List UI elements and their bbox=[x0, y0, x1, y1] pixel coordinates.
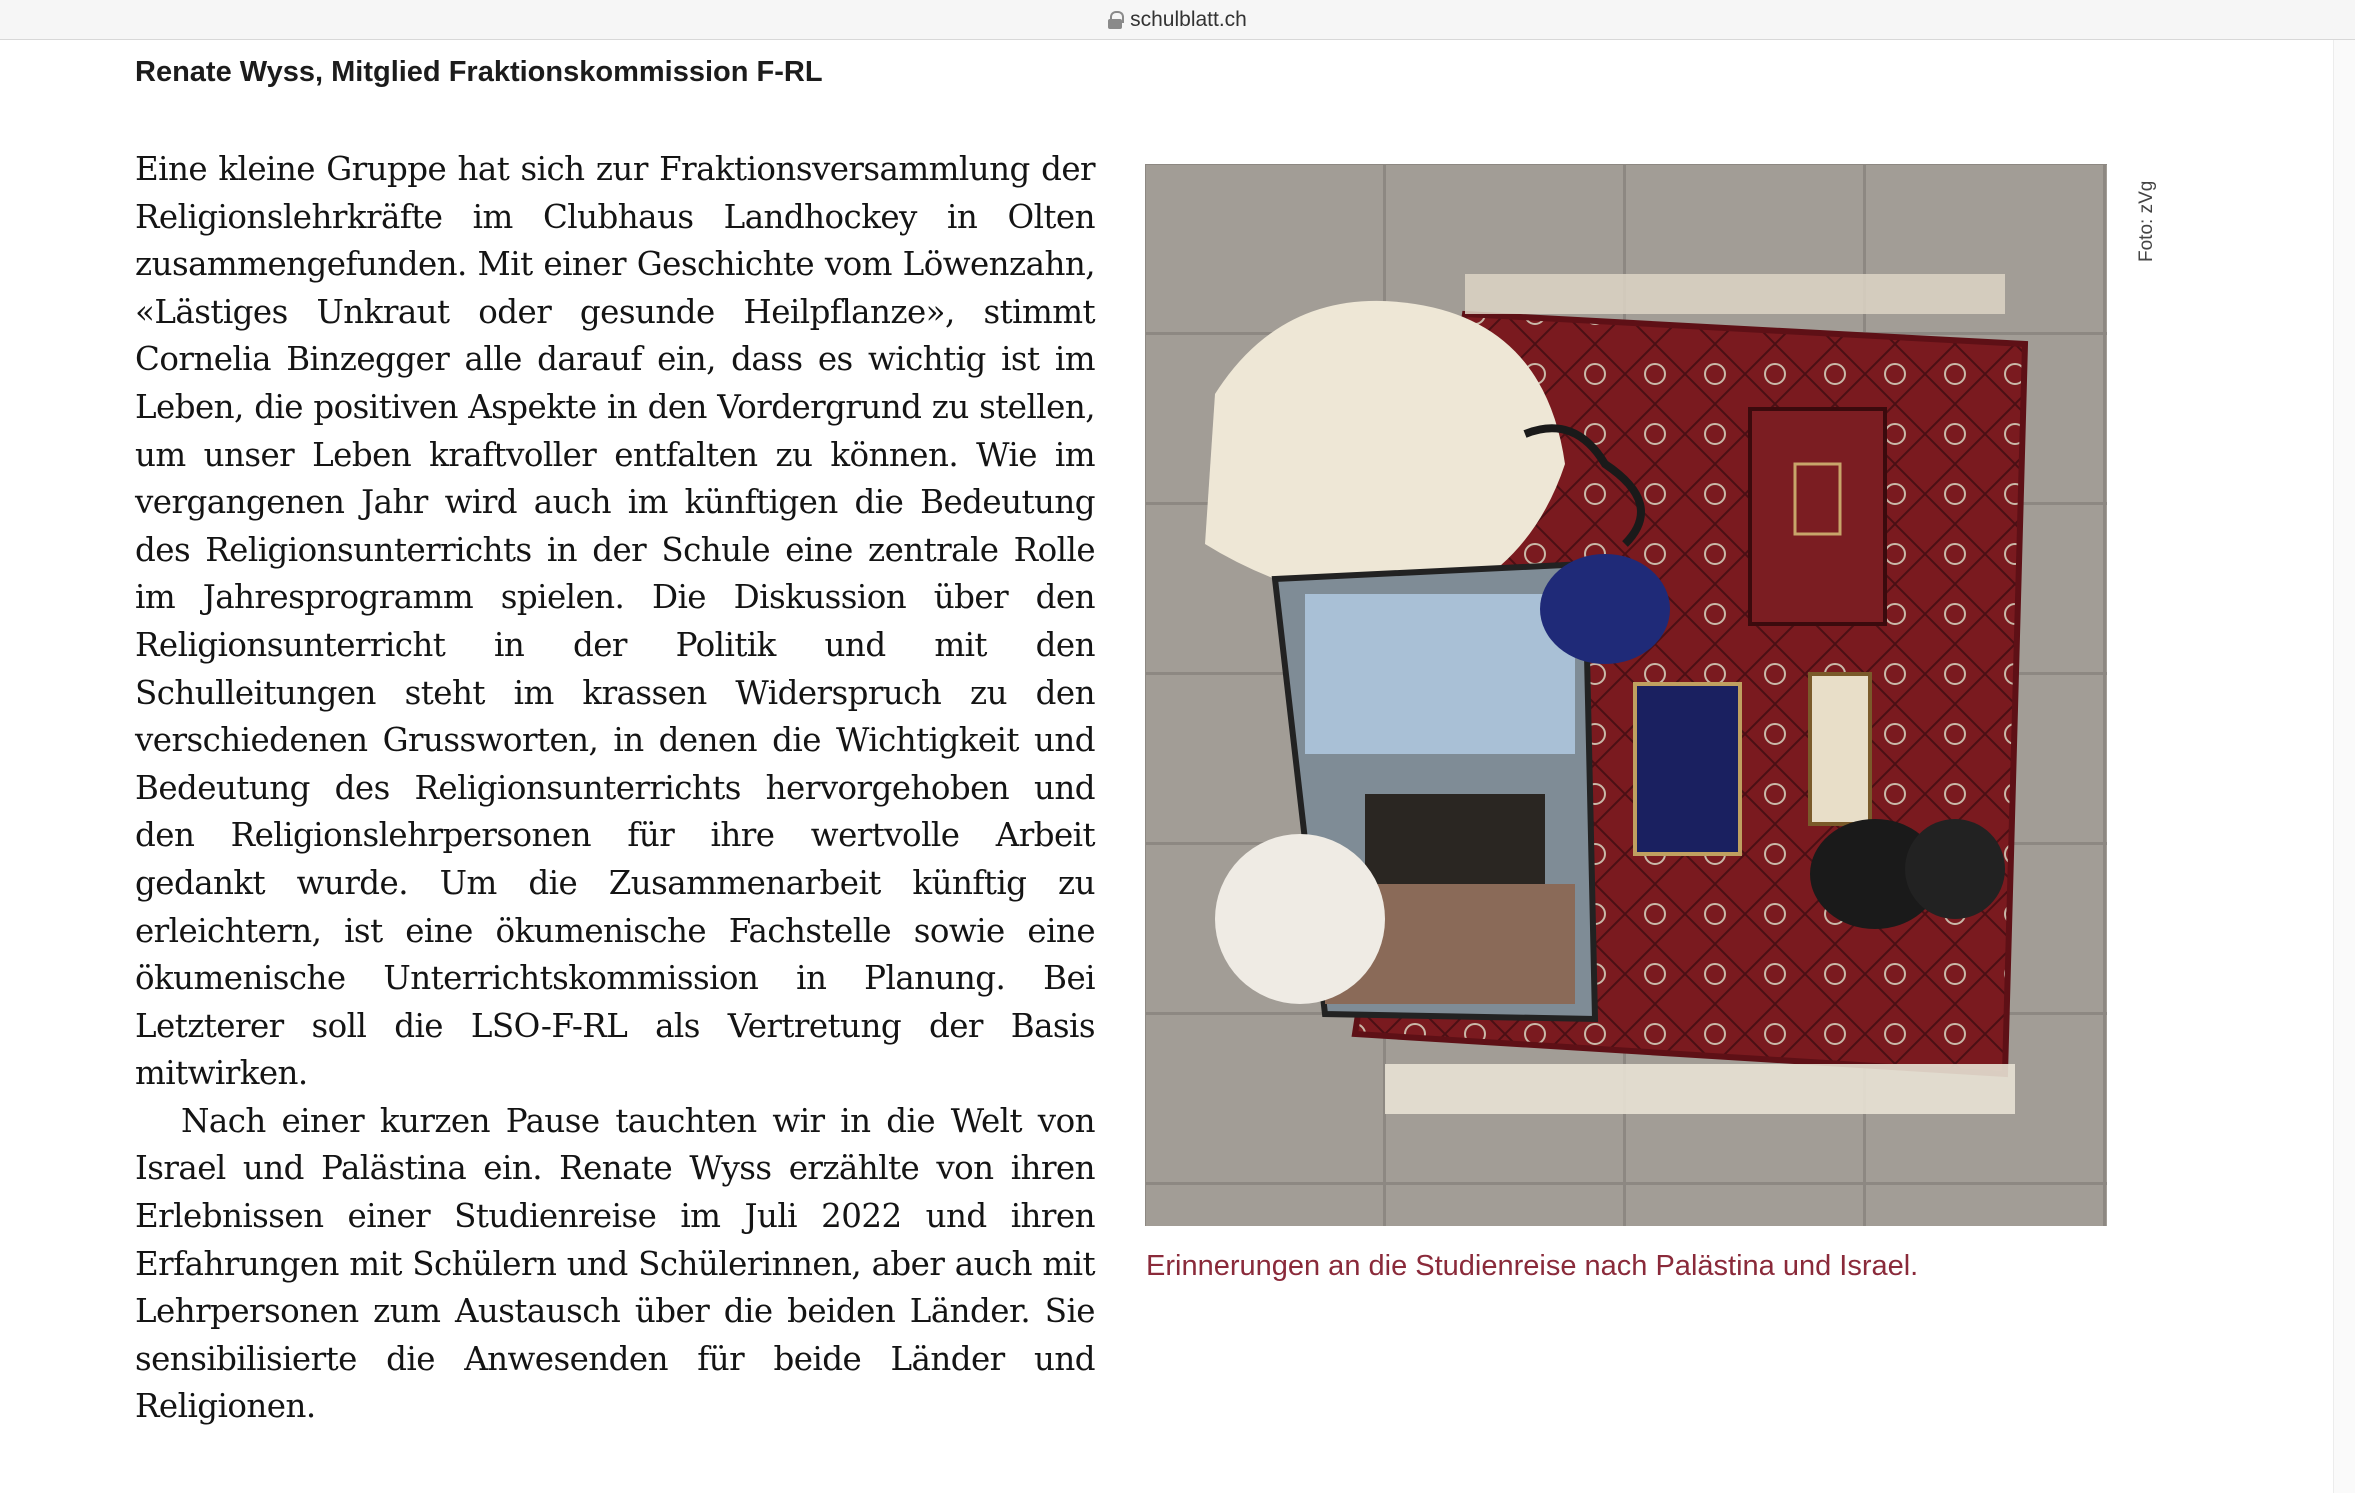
url-display[interactable] bbox=[1108, 8, 1247, 32]
browser-address-bar[interactable] bbox=[0, 0, 2355, 40]
article-paragraph: Eine kleine Gruppe hat sich zur Fraktionsversammlung der Religionslehrkräfte im Clubhaus Landhockey in Olten zusammengefunden. Mit einer Geschichte vom Löwenzahn, «Lästiges Unkraut oder gesunde Heilpflanze», stimmt Cornelia Binzegger alle darauf ein, dass es wichtig ist im Leben, die positiven Aspekte in den Vordergrund zu stellen, um unser Leben kraftvoller entfalten zu können. Wie im vergangenen Jahr wird auch im künftigen die Bedeutung des Religionsunterrichts in der Schule eine zentrale Rolle im Jahresprogramm spielen. Die Diskussion über den Religionsunterricht in der Politik und mit den Schulleitungen steht im krassen Widerspruch zu den verschiedenen Grussworten, in denen die Wichtigkeit und Bedeutung des Religionsunterrichts hervorgehoben und den Religionslehrpersonen für ihre wertvolle Arbeit gedankt wurde. Um die Zusammenarbeit künftig zu erleichtern, ist eine ökumenische Fachstelle sowie eine ökumenische Unterrichtskommission in Planung. Bei Letzterer soll die LSO-F-RL als Vertretung der Basis mitwirken. bbox=[135, 150, 1095, 1093]
photo-caption: Erinnerungen an die Studienreise nach Palästina und Israel. bbox=[1146, 1250, 1919, 1282]
photo-credit: Foto: zVg bbox=[2136, 180, 2157, 262]
lock-icon bbox=[1108, 11, 1122, 29]
article-photo bbox=[1145, 164, 2107, 1226]
scrollbar[interactable] bbox=[2333, 40, 2355, 1493]
article-paragraph: Nach einer kurzen Pause tauchten wir in die Welt von Israel und Palästina ein. Renate Wyss erzählte von ihren Erlebnissen einer Studienreise im Juli 2022 und ihren Erfahrungen mit Schülern und Schülerinnen, aber auch mit Lehrpersonen zum Austausch über die beiden Länder. Sie sensibilisierte die Anwesenden für beide Länder und Religionen. bbox=[135, 1101, 1095, 1426]
article-body bbox=[135, 146, 1095, 1431]
photo-illustration bbox=[1145, 164, 2107, 1226]
article-byline: Renate Wyss, Mitglied Fraktionskommission F-RL bbox=[135, 56, 823, 88]
url-text: schulblatt.ch bbox=[1130, 7, 1247, 31]
